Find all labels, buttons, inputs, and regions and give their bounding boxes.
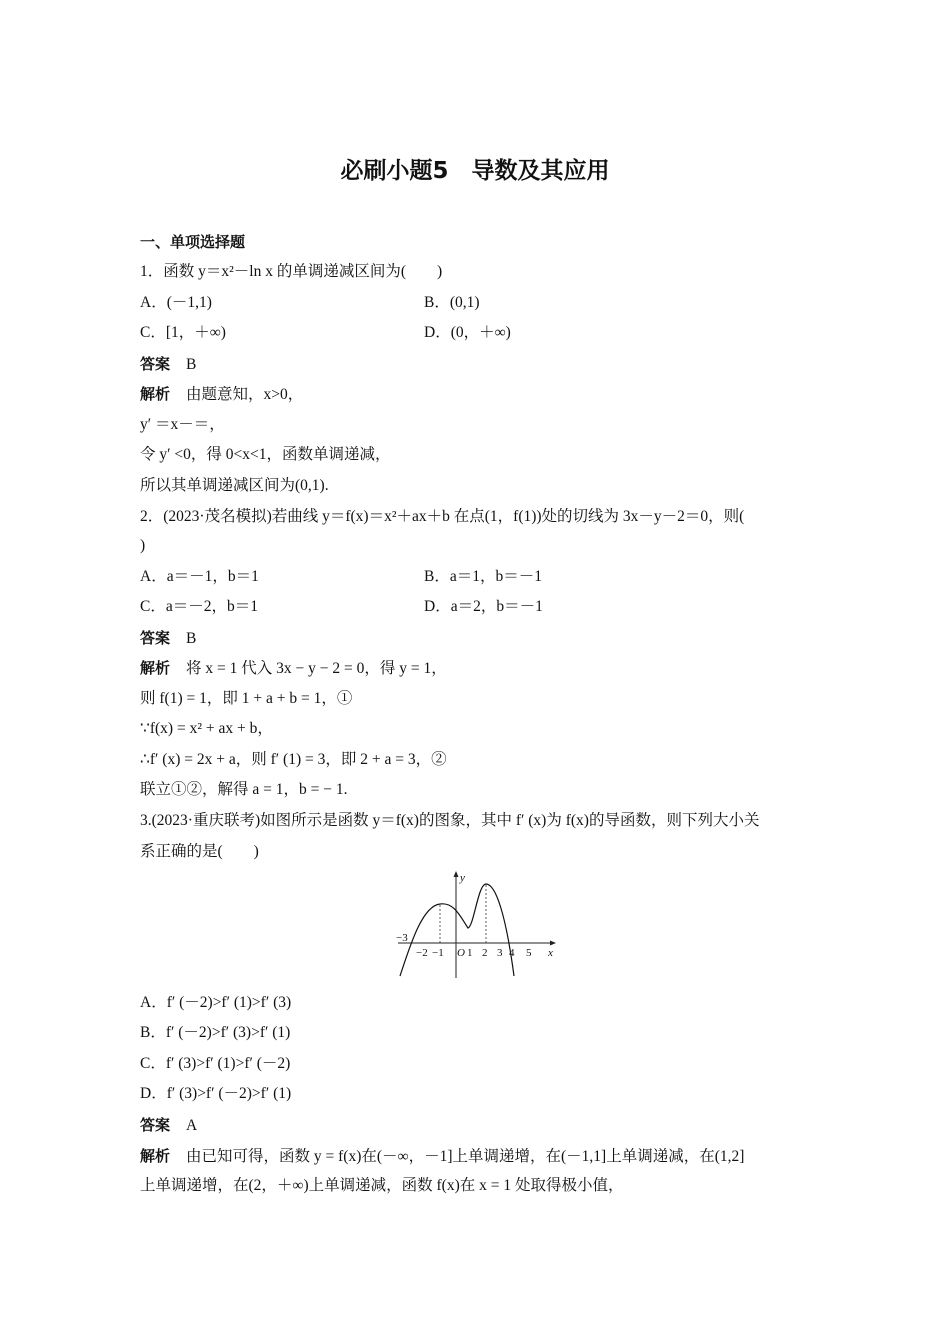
page-title: 必刷小题5 导数及其应用 — [340, 158, 610, 184]
q3-option-d: D．f′ (3)>f′ (－2)>f′ (1) — [140, 1085, 292, 1102]
tick-label: 3 — [497, 947, 503, 959]
q1-option-b: B．(0,1) — [424, 294, 480, 311]
q1-option-d: D．(0，＋∞) — [424, 324, 511, 341]
tick-label: 2 — [482, 947, 488, 959]
q3-stem-line-1: 3.(2023·重庆联考)如图所示是函数 y＝f(x)的图象，其中 f′ (x)为 f(x)的导函数，则下列大小关 — [140, 812, 760, 829]
x-axis-arrow-icon — [550, 941, 556, 946]
tick-label: −1 — [432, 947, 444, 959]
q3-stem-line-2: 系正确的是( ) — [140, 843, 259, 860]
q3-answer — [140, 1115, 197, 1136]
q1-option-c: C．[1，＋∞) — [140, 324, 226, 341]
q2-analysis-line-2: 则 f(1) = 1，即 1 + a + b = 1，① — [140, 690, 353, 707]
answer-label: 答案 — [140, 1116, 171, 1134]
q3-option-a: A．f′ (－2)>f′ (1)>f′ (3) — [140, 994, 292, 1011]
analysis-label: 解析 — [140, 385, 171, 403]
answer-value: B — [186, 630, 197, 647]
q2-option-c: C．a＝－2，b＝1 — [140, 598, 258, 615]
tick-label: 5 — [526, 947, 532, 959]
tick-label: 1 — [467, 947, 473, 959]
q2-option-d: D．a＝2，b＝－1 — [424, 598, 543, 615]
q1-analysis-line-2: y′ ＝x－＝， — [140, 416, 225, 433]
q2-analysis-line-5: 联立①②，解得 a = 1，b = − 1. — [140, 781, 348, 798]
tick-label: 4 — [509, 947, 515, 959]
analysis-label: 解析 — [140, 1147, 171, 1165]
x-axis-label: x — [548, 947, 553, 959]
analysis-text: 将 x = 1 代入 3x − y − 2 = 0，得 y = 1， — [186, 660, 447, 677]
y-axis-arrow-icon — [454, 871, 459, 877]
answer-label: 答案 — [140, 629, 171, 647]
section-heading: 一、单项选择题 — [140, 233, 246, 251]
q3-analysis-line-1 — [140, 1146, 744, 1167]
answer-label: 答案 — [140, 355, 171, 373]
q2-option-b: B．a＝1，b＝－1 — [424, 568, 542, 585]
function-curve — [400, 884, 514, 976]
q1-analysis-line-3: 令 y′ <0，得 0<x<1，函数单调递减， — [140, 446, 391, 463]
tick-label: −2 — [416, 947, 428, 959]
q1-analysis-line-1 — [140, 384, 303, 405]
answer-value: B — [186, 356, 197, 373]
answer-value: A — [186, 1117, 198, 1134]
q2-analysis-line-1 — [140, 658, 447, 679]
q1-stem: 1．函数 y＝x²－ln x 的单调递减区间为( ) — [140, 263, 443, 280]
origin-label: O — [457, 947, 465, 959]
y-axis-label: y — [460, 872, 465, 884]
q3-option-c: C．f′ (3)>f′ (1)>f′ (－2) — [140, 1055, 291, 1072]
q3-analysis-line-2: 上单调递增，在(2，＋∞)上单调递减，函数 f(x)在 x = 1 处取得极小值， — [140, 1177, 624, 1194]
q2-analysis-line-4: ∴f′ (x) = 2x + a，则 f′ (1) = 3，即 2 + a = 3，② — [140, 751, 447, 768]
q2-stem-line-2: ) — [140, 537, 146, 554]
analysis-label: 解析 — [140, 659, 171, 677]
q2-option-a: A．a＝－1，b＝1 — [140, 568, 259, 585]
tick-label: −3 — [396, 932, 408, 944]
q2-answer — [140, 628, 196, 649]
q1-answer — [140, 354, 196, 375]
q1-option-a: A．(－1,1) — [140, 294, 212, 311]
analysis-text: 由题意知，x>0， — [186, 386, 304, 403]
q3-option-b: B．f′ (－2)>f′ (3)>f′ (1) — [140, 1024, 291, 1041]
q1-analysis-line-4: 所以其单调递减区间为(0,1). — [140, 477, 329, 494]
q2-analysis-line-3: ∵f(x) = x² + ax + b， — [140, 720, 273, 737]
q2-stem-line-1: 2．(2023·茂名模拟)若曲线 y＝f(x)＝x²＋ax＋b 在点(1，f(1))处的切线为 3x－y－2＝0，则( — [140, 508, 745, 525]
function-graph-figure — [390, 868, 565, 983]
analysis-text: 由已知可得，函数 y = f(x)在(－∞，－1]上单调递增，在(－1,1]上单调递减，在(1,2] — [186, 1148, 745, 1165]
